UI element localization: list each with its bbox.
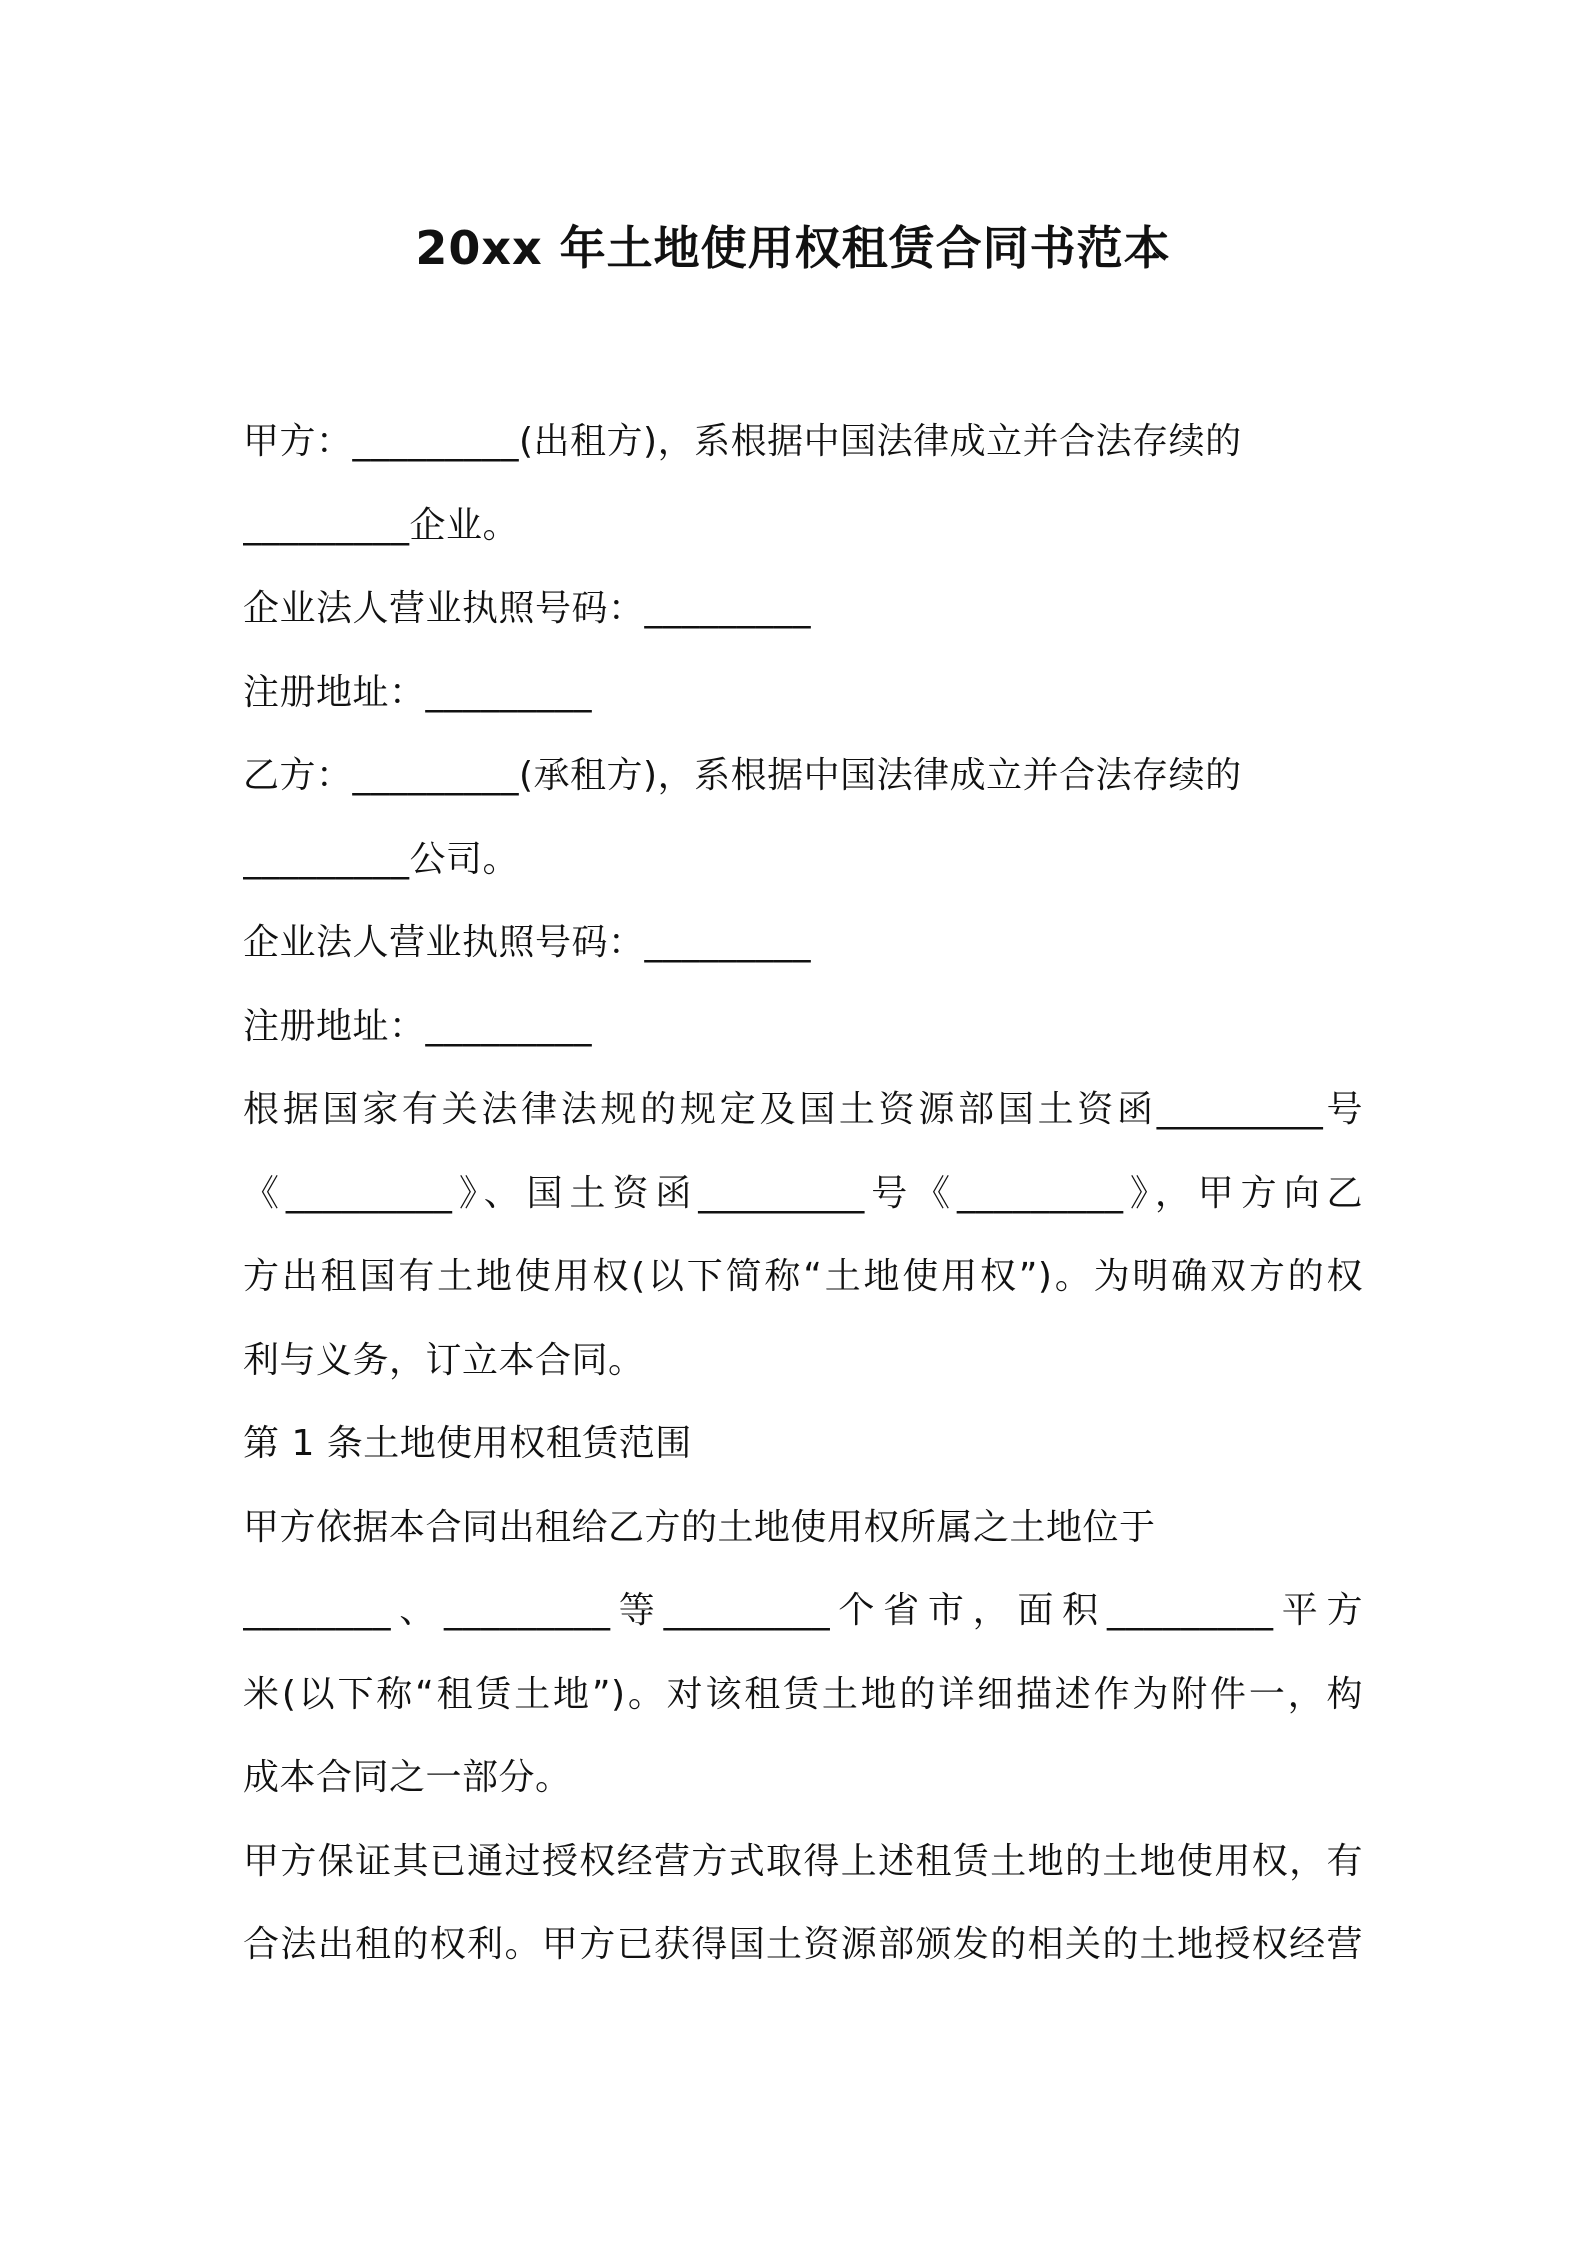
text-line-party-a-type: _________企业。 <box>243 504 520 546</box>
text-line-party-a-address: 注册地址：_________ <box>243 671 593 713</box>
text-line-article-1-5: 甲方保证其已通过授权经营方式取得上述租赁土地的土地使用权，有 <box>243 1840 1363 1882</box>
text-line-preamble-2: 《_________》、国土资函_________号《_________》，甲方向乙 <box>243 1172 1363 1214</box>
text-line-party-a-license: 企业法人营业执照号码：_________ <box>243 588 812 629</box>
text-line-article-1-6: 合法出租的权利。甲方已获得国土资源部颁发的相关的土地授权经营 <box>243 1924 1363 1965</box>
text-line-party-b-license: 企业法人营业执照号码：_________ <box>243 922 812 963</box>
document-body <box>243 400 1363 1987</box>
text-line-party-b: 乙方：_________(承租方)，系根据中国法律成立并合法存续的 <box>243 755 1242 796</box>
document-title: 20xx 年土地使用权租赁合同书范本 <box>415 221 1171 275</box>
text-line-article-1-1: 甲方依据本合同出租给乙方的土地使用权所属之土地位于 <box>243 1506 1156 1548</box>
section-heading-article-1: 第 1 条土地使用权租赁范围 <box>243 1423 692 1464</box>
text-line-preamble-4: 利与义务，订立本合同。 <box>243 1339 645 1381</box>
text-line-article-1-4: 成本合同之一部分。 <box>243 1757 572 1798</box>
text-line-article-1-2: ________、_________等_________个省市，面积_________平方 <box>243 1590 1363 1631</box>
text-line-party-a: 甲方：_________(出租方)，系根据中国法律成立并合法存续的 <box>243 421 1242 462</box>
text-line-preamble-1: 根据国家有关法律法规的规定及国土资源部国土资函_________号 <box>243 1089 1363 1130</box>
text-line-party-b-address: 注册地址：_________ <box>243 1005 593 1047</box>
text-line-party-b-type: _________公司。 <box>243 838 520 880</box>
text-line-article-1-3: 米(以下称“租赁土地”)。对该租赁土地的详细描述作为附件一，构 <box>243 1673 1363 1715</box>
text-line-preamble-3: 方出租国有土地使用权(以下简称“土地使用权”)。为明确双方的权 <box>243 1256 1363 1297</box>
